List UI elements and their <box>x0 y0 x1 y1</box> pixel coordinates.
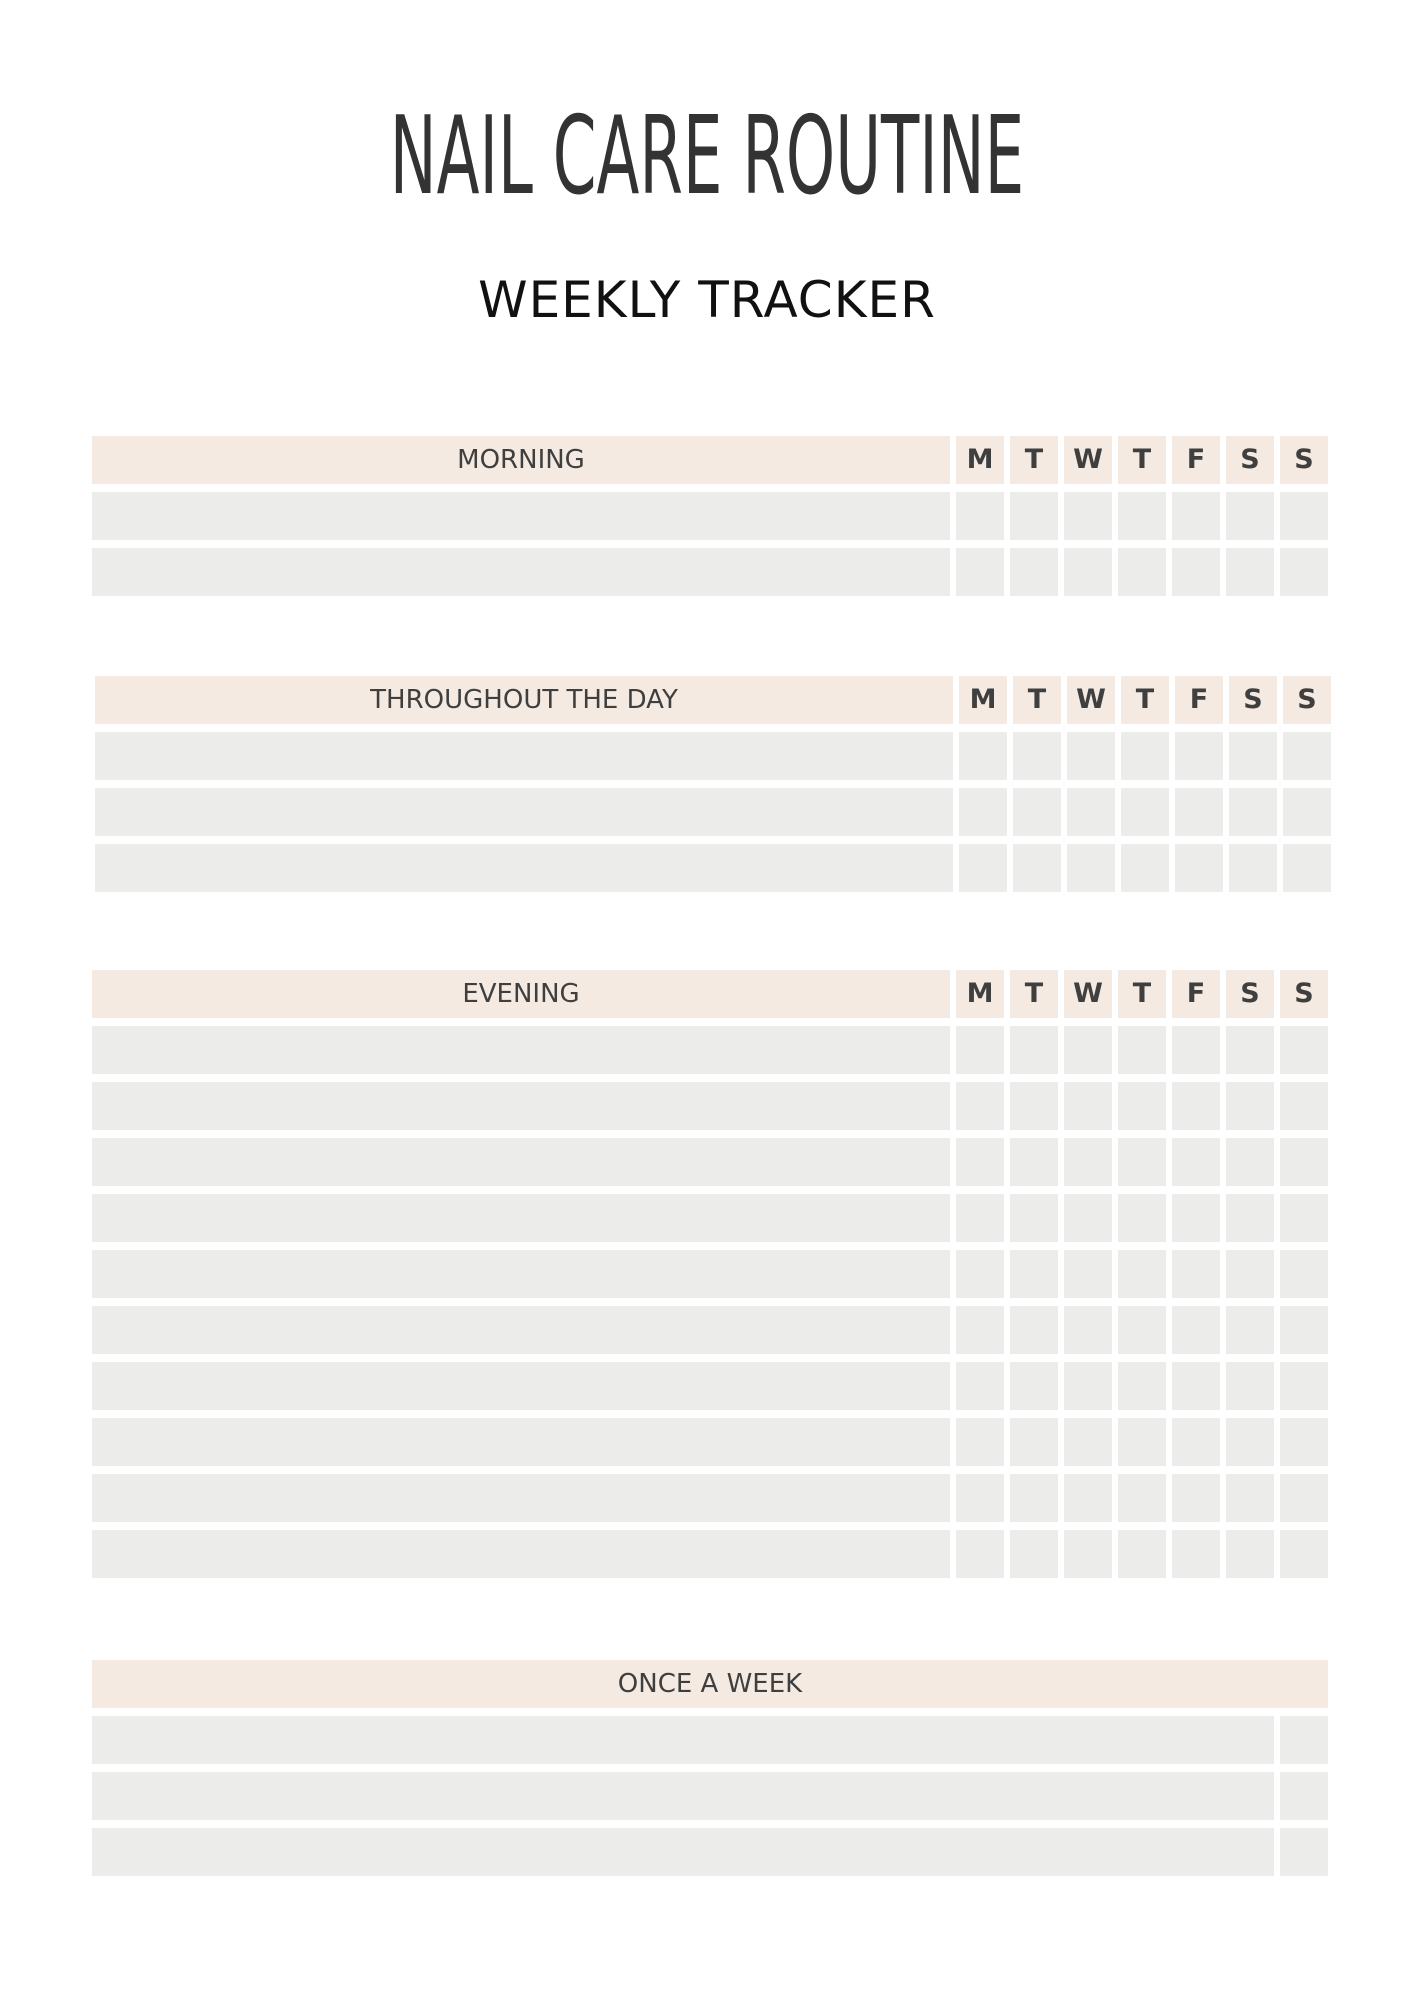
evening-header-row <box>92 970 1328 1018</box>
day-checkbox[interactable] <box>1172 1026 1220 1074</box>
day-checkbox[interactable] <box>1280 1530 1328 1578</box>
day-checkbox[interactable] <box>1226 1474 1274 1522</box>
day-header-sat: S <box>1226 970 1274 1018</box>
day-checkbox[interactable] <box>1013 788 1061 836</box>
task-field[interactable] <box>92 1082 950 1130</box>
table-row <box>92 1082 1328 1130</box>
day-checkbox[interactable] <box>1010 1138 1058 1186</box>
day-checkbox[interactable] <box>1010 1474 1058 1522</box>
day-checkbox[interactable] <box>1118 548 1166 596</box>
throughout-the-day-tracker <box>95 676 1331 900</box>
day-checkbox[interactable] <box>1172 1138 1220 1186</box>
day-checkbox[interactable] <box>1118 1250 1166 1298</box>
task-field[interactable] <box>95 732 953 780</box>
day-checkbox[interactable] <box>1064 1306 1112 1354</box>
day-checkbox[interactable] <box>1010 492 1058 540</box>
day-checkbox[interactable] <box>1226 1362 1274 1410</box>
day-checkbox[interactable] <box>1064 1250 1112 1298</box>
day-checkbox[interactable] <box>1010 1418 1058 1466</box>
evening-tracker <box>92 970 1328 1586</box>
day-checkbox[interactable] <box>956 1194 1004 1242</box>
table-row <box>92 1530 1328 1578</box>
table-row <box>92 1716 1328 1764</box>
day-checkbox[interactable] <box>1010 1194 1058 1242</box>
day-checkbox[interactable] <box>1280 1250 1328 1298</box>
throughout-the-day-header-row <box>95 676 1331 724</box>
day-checkbox[interactable] <box>1118 1194 1166 1242</box>
day-checkbox[interactable] <box>1280 1026 1328 1074</box>
day-checkbox[interactable] <box>1280 1194 1328 1242</box>
task-field[interactable] <box>92 1418 950 1466</box>
task-field[interactable] <box>92 1138 950 1186</box>
table-row <box>92 1306 1328 1354</box>
day-checkbox[interactable] <box>1226 1530 1274 1578</box>
once-a-week-header-row <box>92 1660 1328 1708</box>
task-field[interactable] <box>92 548 950 596</box>
day-header-sun: S <box>1280 436 1328 484</box>
day-checkbox[interactable] <box>1118 1362 1166 1410</box>
day-checkbox[interactable] <box>1172 1082 1220 1130</box>
day-checkbox[interactable] <box>956 1362 1004 1410</box>
day-checkbox[interactable] <box>1010 1250 1058 1298</box>
day-checkbox[interactable] <box>1280 1082 1328 1130</box>
day-checkbox[interactable] <box>1013 844 1061 892</box>
once-a-week-tracker <box>92 1660 1328 1884</box>
day-checkbox[interactable] <box>1283 732 1331 780</box>
day-checkbox[interactable] <box>1175 788 1223 836</box>
day-header-wed: W <box>1064 970 1112 1018</box>
day-header-thu: T <box>1118 970 1166 1018</box>
task-field[interactable] <box>92 1530 950 1578</box>
task-field[interactable] <box>92 1474 950 1522</box>
morning-header-row <box>92 436 1328 484</box>
day-checkbox[interactable] <box>959 844 1007 892</box>
section-title-throughout-the-day: THROUGHOUT THE DAY <box>95 676 953 724</box>
day-checkbox[interactable] <box>1010 1306 1058 1354</box>
day-checkbox[interactable] <box>1064 1026 1112 1074</box>
day-checkbox[interactable] <box>1280 1474 1328 1522</box>
day-checkbox[interactable] <box>1013 732 1061 780</box>
day-checkbox[interactable] <box>1064 1418 1112 1466</box>
table-row <box>92 1194 1328 1242</box>
day-header-thu: T <box>1118 436 1166 484</box>
day-checkbox[interactable] <box>956 1530 1004 1578</box>
task-field[interactable] <box>92 1772 1274 1820</box>
day-checkbox[interactable] <box>1280 1306 1328 1354</box>
table-row <box>92 1138 1328 1186</box>
day-header-fri: F <box>1172 970 1220 1018</box>
day-checkbox[interactable] <box>1283 844 1331 892</box>
table-row <box>92 1250 1328 1298</box>
day-checkbox[interactable] <box>1226 1138 1274 1186</box>
day-checkbox[interactable] <box>1064 492 1112 540</box>
task-field[interactable] <box>92 492 950 540</box>
day-checkbox[interactable] <box>1226 1026 1274 1074</box>
day-checkbox[interactable] <box>1172 548 1220 596</box>
day-checkbox[interactable] <box>1283 788 1331 836</box>
day-header-sun: S <box>1280 970 1328 1018</box>
day-checkbox[interactable] <box>1064 1138 1112 1186</box>
day-checkbox[interactable] <box>1280 1418 1328 1466</box>
day-checkbox[interactable] <box>1118 1474 1166 1522</box>
page-title: NAIL CARE ROUTINE <box>389 94 1025 219</box>
day-checkbox[interactable] <box>1280 492 1328 540</box>
day-checkbox[interactable] <box>1229 844 1277 892</box>
day-checkbox[interactable] <box>1010 1362 1058 1410</box>
task-field[interactable] <box>92 1194 950 1242</box>
day-header-sat: S <box>1226 436 1274 484</box>
task-field[interactable] <box>92 1250 950 1298</box>
day-checkbox[interactable] <box>1226 1306 1274 1354</box>
table-row <box>95 732 1331 780</box>
day-header-mon: M <box>959 676 1007 724</box>
table-row <box>92 548 1328 596</box>
week-checkbox[interactable] <box>1280 1772 1328 1820</box>
day-checkbox[interactable] <box>1121 788 1169 836</box>
day-checkbox[interactable] <box>1229 732 1277 780</box>
day-checkbox[interactable] <box>956 492 1004 540</box>
day-checkbox[interactable] <box>1010 1082 1058 1130</box>
task-field[interactable] <box>92 1828 1274 1876</box>
day-checkbox[interactable] <box>956 1082 1004 1130</box>
day-checkbox[interactable] <box>1118 1138 1166 1186</box>
task-field[interactable] <box>92 1362 950 1410</box>
day-checkbox[interactable] <box>1172 1250 1220 1298</box>
table-row <box>92 492 1328 540</box>
day-checkbox[interactable] <box>956 1418 1004 1466</box>
section-title-morning: MORNING <box>92 436 950 484</box>
day-checkbox[interactable] <box>1067 844 1115 892</box>
day-checkbox[interactable] <box>1118 1082 1166 1130</box>
day-header-tue: T <box>1010 970 1058 1018</box>
day-checkbox[interactable] <box>1064 1362 1112 1410</box>
table-row <box>92 1474 1328 1522</box>
day-checkbox[interactable] <box>956 548 1004 596</box>
table-row <box>92 1772 1328 1820</box>
day-checkbox[interactable] <box>1280 548 1328 596</box>
week-checkbox[interactable] <box>1280 1716 1328 1764</box>
day-header-mon: M <box>956 970 1004 1018</box>
day-checkbox[interactable] <box>956 1250 1004 1298</box>
day-checkbox[interactable] <box>1010 548 1058 596</box>
day-checkbox[interactable] <box>1118 492 1166 540</box>
day-checkbox[interactable] <box>1064 548 1112 596</box>
day-checkbox[interactable] <box>1172 1474 1220 1522</box>
day-checkbox[interactable] <box>1229 788 1277 836</box>
day-checkbox[interactable] <box>1226 548 1274 596</box>
task-field[interactable] <box>92 1306 950 1354</box>
day-checkbox[interactable] <box>1121 844 1169 892</box>
morning-tracker <box>92 436 1328 604</box>
day-checkbox[interactable] <box>1118 1418 1166 1466</box>
day-checkbox[interactable] <box>1064 1530 1112 1578</box>
day-checkbox[interactable] <box>959 788 1007 836</box>
section-title-once-a-week: ONCE A WEEK <box>92 1660 1328 1708</box>
day-checkbox[interactable] <box>956 1306 1004 1354</box>
table-row <box>95 788 1331 836</box>
day-checkbox[interactable] <box>1226 1194 1274 1242</box>
page-subtitle: WEEKLY TRACKER <box>478 271 936 329</box>
day-checkbox[interactable] <box>1172 1362 1220 1410</box>
day-checkbox[interactable] <box>956 1026 1004 1074</box>
day-header-sun: S <box>1283 676 1331 724</box>
day-header-tue: T <box>1013 676 1061 724</box>
table-row <box>92 1418 1328 1466</box>
day-checkbox[interactable] <box>1280 1138 1328 1186</box>
day-checkbox[interactable] <box>1121 732 1169 780</box>
day-checkbox[interactable] <box>956 1138 1004 1186</box>
task-field[interactable] <box>95 844 953 892</box>
day-checkbox[interactable] <box>1175 844 1223 892</box>
day-checkbox[interactable] <box>1064 1194 1112 1242</box>
day-checkbox[interactable] <box>1067 788 1115 836</box>
day-checkbox[interactable] <box>1118 1306 1166 1354</box>
day-checkbox[interactable] <box>1067 732 1115 780</box>
day-header-sat: S <box>1229 676 1277 724</box>
day-checkbox[interactable] <box>956 1474 1004 1522</box>
day-checkbox[interactable] <box>1172 1306 1220 1354</box>
table-row <box>92 1362 1328 1410</box>
day-checkbox[interactable] <box>1172 1530 1220 1578</box>
day-checkbox[interactable] <box>1010 1026 1058 1074</box>
day-header-fri: F <box>1175 676 1223 724</box>
day-checkbox[interactable] <box>1064 1082 1112 1130</box>
task-field[interactable] <box>92 1026 950 1074</box>
table-row <box>95 844 1331 892</box>
day-checkbox[interactable] <box>1172 1418 1220 1466</box>
table-row <box>92 1828 1328 1876</box>
day-checkbox[interactable] <box>1226 492 1274 540</box>
day-header-tue: T <box>1010 436 1058 484</box>
day-checkbox[interactable] <box>1010 1530 1058 1578</box>
section-title-evening: EVENING <box>92 970 950 1018</box>
day-header-wed: W <box>1064 436 1112 484</box>
day-checkbox[interactable] <box>1226 1418 1274 1466</box>
task-field[interactable] <box>95 788 953 836</box>
day-checkbox[interactable] <box>1064 1474 1112 1522</box>
day-checkbox[interactable] <box>1280 1362 1328 1410</box>
day-checkbox[interactable] <box>1118 1530 1166 1578</box>
day-checkbox[interactable] <box>1226 1082 1274 1130</box>
day-checkbox[interactable] <box>1172 492 1220 540</box>
day-checkbox[interactable] <box>959 732 1007 780</box>
day-checkbox[interactable] <box>1226 1250 1274 1298</box>
task-field[interactable] <box>92 1716 1274 1764</box>
day-header-fri: F <box>1172 436 1220 484</box>
table-row <box>92 1026 1328 1074</box>
day-header-mon: M <box>956 436 1004 484</box>
day-checkbox[interactable] <box>1175 732 1223 780</box>
week-checkbox[interactable] <box>1280 1828 1328 1876</box>
day-checkbox[interactable] <box>1118 1026 1166 1074</box>
day-checkbox[interactable] <box>1172 1194 1220 1242</box>
day-header-thu: T <box>1121 676 1169 724</box>
day-header-wed: W <box>1067 676 1115 724</box>
